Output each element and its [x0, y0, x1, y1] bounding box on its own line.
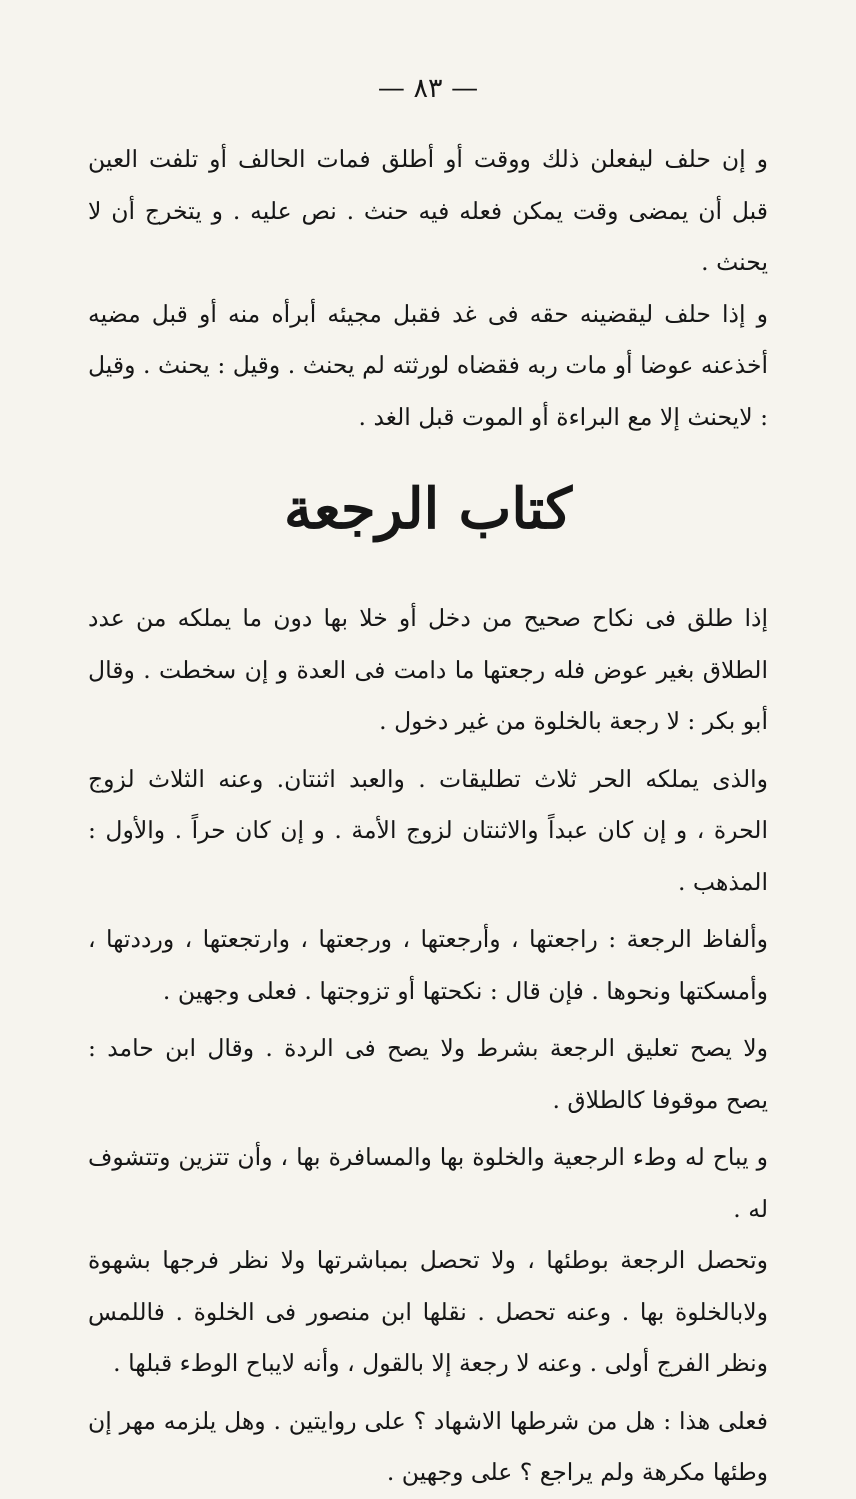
chapter-title: كتاب الرجعة	[283, 476, 572, 542]
page-number: — ٨٣ —	[377, 73, 479, 104]
paragraph-2: والذى يملكه الحر ثلاث تطليقات . والعبد اثنتان. وعنه الثلاث لزوج الحرة ، و إن كان عبداً والاثنتان لزوج الأمة . و إن كان حراً . والأول : المذهب .	[88, 764, 768, 896]
intro-paragraph-2: و إذا حلف ليقضينه حقه فى غد فقبل مجيئه أبرأه منه أو قبل مضيه أخذعنه عوضا أو مات ربه فقضاه لورثته لم يحنث . وقيل : يحنث . وقيل : لايحنث إلا مع البراءة أو الموت قبل الغد .	[88, 299, 768, 431]
paragraph-7: فعلى هذا : هل من شرطها الاشهاد ؟ على روايتين . وهل يلزمه مهر إن وطئها مكرهة ولم يراجع ؟ على وجهين .	[88, 1406, 768, 1486]
paragraph-1: إذا طلق فى نكاح صحيح من دخل أو خلا بها دون ما يملكه من عدد الطلاق بغير عوض فله رجعتها ما دامت فى العدة و إن سخطت . وقال أبو بكر : لا رجعة بالخلوة من غير دخول .	[88, 604, 768, 735]
chapter-body	[88, 593, 768, 1499]
paragraph-6: وتحصل الرجعة بوطئها ، ولا تحصل بمباشرتها ولا نظر فرجها بشهوة ولابالخلوة بها . وعنه تحصل . نقلها ابن منصور فى الخلوة . فاللمس ونظر الفرج أولى . وعنه لا رجعة إلا بالقول ، وأنه لايباح الوطء قبلها .	[88, 1246, 768, 1377]
intro-paragraph-1: و إن حلف ليفعلن ذلك ووقت أو أطلق فمات الحالف أو تلفت العين قبل أن يمضى وقت يمكن فعله فيه حنث . نص عليه . و يتخرج أن لا يحنث .	[88, 145, 768, 276]
paragraph-3: وألفاظ الرجعة : راجعتها ، وأرجعتها ، ورجعتها ، وارتجعتها ، ورددتها ، وأمسكتها ونحوها . فإن قال : نكحتها أو تزوجتها . فعلى وجهين .	[88, 925, 768, 1005]
paragraph-5: و يباح له وطء الرجعية والخلوة بها والمسافرة بها ، وأن تتزين وتتشوف له .	[88, 1143, 768, 1223]
paragraph-4: ولا يصح تعليق الرجعة بشرط ولا يصح فى الردة . وقال ابن حامد : يصح موقوفا كالطلاق .	[88, 1034, 768, 1114]
intro-section	[88, 134, 768, 443]
